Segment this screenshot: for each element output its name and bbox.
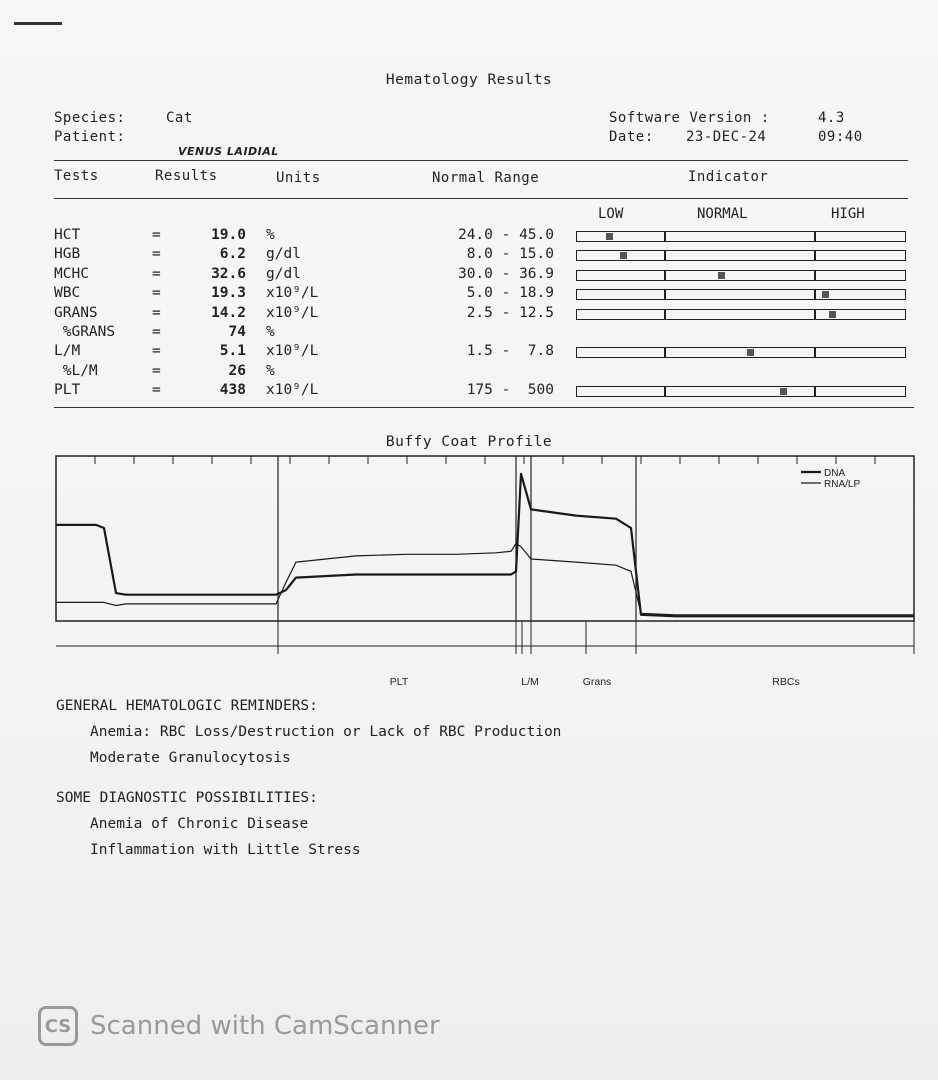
reminders-heading: GENERAL HEMATOLOGIC REMINDERS:: [56, 698, 318, 714]
result-equals: =: [152, 265, 161, 282]
legend-label: RNA/LP: [824, 479, 861, 490]
indicator-low-divider: [664, 250, 666, 261]
indicator-low-divider: [664, 270, 666, 281]
result-row: [54, 227, 914, 246]
indicator-high-divider: [814, 386, 816, 397]
indicator-bar: [576, 347, 906, 358]
series-line-rnalp: [56, 544, 914, 615]
result-range: 24.0 - 45.0: [457, 227, 554, 243]
indicator-high-divider: [814, 289, 816, 300]
indicator-marker: [747, 349, 754, 356]
chart-title: Buffy Coat Profile: [385, 434, 553, 450]
indicator-low-divider: [664, 386, 666, 397]
result-row: [54, 285, 914, 304]
indicator-low-label: LOW: [598, 206, 624, 222]
indicator-high-divider: [814, 347, 816, 358]
result-unit: %: [266, 324, 275, 340]
indicator-low-divider: [664, 231, 666, 242]
result-test-name: %GRANS: [54, 324, 116, 340]
indicator-marker: [829, 311, 836, 318]
result-range: 1.5 - 7.8: [466, 343, 554, 360]
indicator-bar: [576, 386, 906, 397]
chart-frame: [56, 456, 914, 621]
result-value: 14.2: [211, 304, 246, 321]
result-range: 175 - 500: [466, 382, 554, 399]
table-rule-bottom: [54, 407, 914, 408]
result-test-name: HGB: [54, 246, 81, 263]
result-test-name: HCT: [54, 227, 81, 243]
result-equals: =: [152, 343, 161, 360]
date-value: 23-DEC-24: [686, 129, 767, 145]
result-value: 19.0: [211, 227, 246, 243]
patient-label: Patient:: [54, 129, 126, 145]
species-value: Cat: [166, 110, 193, 126]
result-value: 32.6: [211, 265, 246, 282]
result-row: [54, 363, 914, 382]
result-row: [54, 246, 914, 265]
camscanner-watermark: [38, 1006, 440, 1046]
header-rule-top: [54, 160, 908, 161]
indicator-low-divider: [664, 309, 666, 320]
result-test-name: GRANS: [54, 304, 98, 321]
result-range: 30.0 - 36.9: [457, 265, 554, 282]
indicator-high-divider: [814, 231, 816, 242]
col-indicator: Indicator: [688, 169, 769, 185]
diagnostic-item-2: Inflammation with Little Stress: [90, 842, 361, 858]
scan-mark: [14, 22, 62, 25]
result-range: 5.0 - 18.9: [466, 285, 554, 302]
camscanner-logo: CS: [38, 1006, 78, 1046]
time-value: 09:40: [818, 129, 863, 145]
camscanner-text: Scanned with CamScanner: [90, 1011, 440, 1041]
result-test-name: MCHC: [54, 265, 89, 282]
region-label: L/M: [521, 676, 539, 688]
legend-label: DNA: [824, 468, 846, 479]
result-test-name: PLT: [54, 382, 81, 399]
result-range: 2.5 - 12.5: [466, 304, 554, 321]
date-label: Date:: [609, 129, 654, 145]
result-test-name: %L/M: [54, 362, 98, 379]
result-value: 438: [219, 382, 246, 399]
result-unit: x10⁹/L: [266, 382, 319, 399]
header-rule-bottom: [54, 198, 908, 199]
result-unit: g/dl: [266, 246, 301, 263]
reminder-item-1: Anemia: RBC Loss/Destruction or Lack of RBC Production: [90, 724, 562, 740]
result-row: [54, 305, 914, 324]
result-equals: =: [152, 324, 161, 340]
indicator-low-divider: [664, 289, 666, 300]
result-unit: g/dl: [266, 265, 301, 282]
result-equals: =: [152, 246, 161, 263]
result-unit: %: [266, 362, 275, 379]
region-label: RBCs: [772, 676, 800, 688]
diagnostic-item-1: Anemia of Chronic Disease: [90, 816, 309, 832]
result-equals: =: [152, 362, 161, 379]
indicator-bar: [576, 309, 906, 320]
result-test-name: WBC: [54, 285, 81, 302]
indicator-marker: [620, 252, 627, 259]
indicator-high-label: HIGH: [831, 206, 865, 222]
indicator-normal-label: NORMAL: [697, 206, 748, 222]
series-line-dna: [56, 474, 914, 617]
indicator-bar: [576, 289, 906, 300]
indicator-bar: [576, 270, 906, 281]
species-label: Species:: [54, 110, 126, 126]
region-label: Grans: [582, 676, 612, 688]
result-range: 8.0 - 15.0: [466, 246, 554, 263]
col-normal-range: Normal Range: [432, 170, 540, 186]
result-equals: =: [152, 382, 161, 399]
software-label: Software Version :: [609, 110, 770, 126]
buffy-coat-svg: [56, 456, 916, 696]
result-equals: =: [152, 285, 161, 302]
region-label: PLT: [389, 676, 409, 688]
result-value: 5.1: [219, 343, 246, 360]
col-results: Results: [155, 168, 218, 184]
diagnostics-heading: SOME DIAGNOSTIC POSSIBILITIES:: [56, 790, 318, 806]
result-equals: =: [152, 304, 161, 321]
result-value: 26: [228, 362, 246, 379]
result-row: [54, 324, 914, 343]
col-units: Units: [276, 170, 321, 186]
result-row: [54, 266, 914, 285]
indicator-high-divider: [814, 250, 816, 261]
software-value: 4.3: [818, 110, 845, 126]
report-title: Hematology Results: [385, 72, 553, 88]
indicator-marker: [606, 233, 613, 240]
patient-name: VENUS LAIDIAL: [178, 145, 279, 158]
indicator-bar: [576, 250, 906, 261]
indicator-marker: [718, 272, 725, 279]
indicator-marker: [780, 388, 787, 395]
indicator-marker: [822, 291, 829, 298]
result-value: 19.3: [211, 285, 246, 302]
result-row: [54, 343, 914, 362]
col-tests: Tests: [54, 168, 99, 184]
result-value: 6.2: [219, 246, 246, 263]
result-equals: =: [152, 227, 161, 243]
indicator-high-divider: [814, 270, 816, 281]
result-test-name: L/M: [54, 343, 81, 360]
result-unit: x10⁹/L: [266, 343, 319, 360]
result-value: 74: [228, 324, 246, 340]
buffy-coat-chart: [56, 456, 916, 696]
result-unit: x10⁹/L: [266, 304, 319, 321]
indicator-high-divider: [814, 309, 816, 320]
reminder-item-2: Moderate Granulocytosis: [90, 750, 291, 766]
result-row: [54, 382, 914, 401]
result-unit: %: [266, 227, 275, 243]
indicator-low-divider: [664, 347, 666, 358]
indicator-bar: [576, 231, 906, 242]
result-unit: x10⁹/L: [266, 285, 319, 302]
